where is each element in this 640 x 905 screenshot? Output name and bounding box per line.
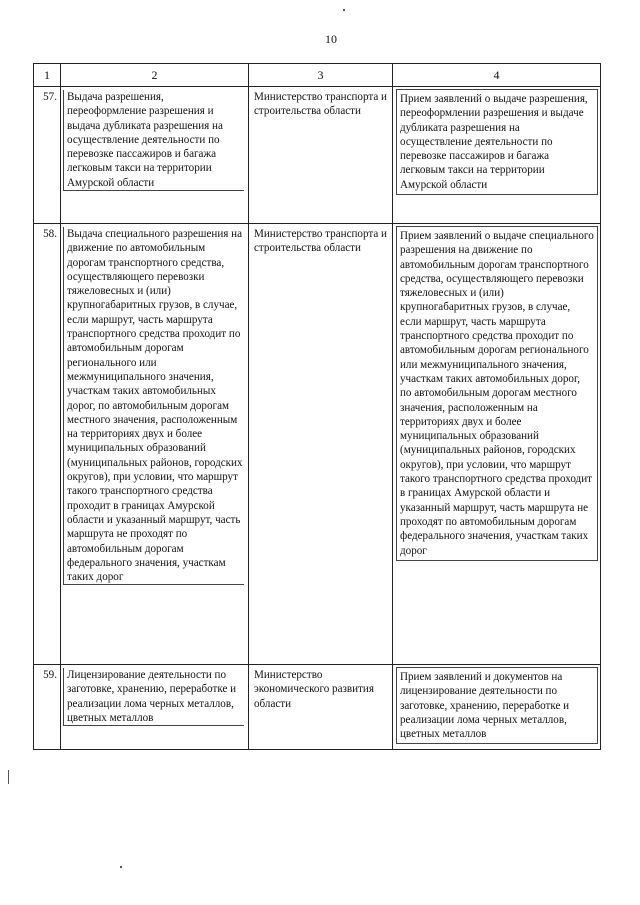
service-name: Лицензирование деятельности по заготовке, хранению, переработке и реализации лома черных металлов, цветных металлов <box>63 668 244 726</box>
row-number: 59. <box>34 665 61 750</box>
service-name: Выдача специального разрешения на движение по автомобильным дорогам транспортного средства, осуществляющего перевозки тяжеловесных и (или) крупногабаритных грузов, в случае, если маршрут, часть маршрута транспортного средства проходит по автомобильным дорогам регионального или межмуниципального значения, участкам таких автомобильных дорог, по автомобильным дорогам местного значения, расположенным на территориях двух и более муниципальных образований (муниципальных районов, городских округов), при условии, что маршрут такого транспортного средства проходит в границах Амурской области и указанный маршрут, часть маршрута не проходят по автомобильным дорогам федерального значения, участкам таких дорог <box>63 227 244 585</box>
service-name: Выдача разрешения, переоформление разрешения и выдача дубликата разрешения на осуществление деятельности по перевозке пассажиров и багажа легковым такси на территории Амурской области <box>63 90 244 191</box>
service-function: Прием заявлений о выдаче специального разрешения на движение по автомобильным дорогам транспортного средства, осуществляющего перевозки тяжеловесных и (или) крупногабаритных грузов, в случае, если маршрут, часть маршрута транспортного средства проходит по автомобильным дорогам регионального или межмуниципального значения, участкам таких автомобильных дорог, по автомобильным дорогам местного значения, расположенным на территориях двух и более муниципальных образований (муниципальных районов, городских округов), при условии, что маршрут такого транспортного средства проходит в границах Амурской области и указанный маршрут, часть маршрута не проходят по автомобильным дорогам федерального значения, участкам таких дорог <box>396 226 598 561</box>
responsible-authority: Министерство экономического развития области <box>249 665 393 750</box>
column-header-2: 2 <box>61 64 249 87</box>
responsible-authority: Министерство транспорта и строительства области <box>249 87 393 224</box>
page-number: 10 <box>325 32 337 46</box>
row-number: 57. <box>34 87 61 224</box>
responsible-authority: Министерство транспорта и строительства области <box>249 224 393 665</box>
scan-edge-mark <box>8 770 9 784</box>
column-header-3: 3 <box>249 64 393 87</box>
services-table <box>33 63 601 750</box>
service-function: Прием заявлений и документов на лицензирование деятельности по заготовке, хранению, переработке и реализации лома черных металлов, цветных металлов <box>396 667 598 744</box>
row-number: 58. <box>34 224 61 665</box>
table-row <box>34 224 601 665</box>
table-header-row <box>34 64 601 87</box>
column-header-4: 4 <box>393 64 601 87</box>
table-row <box>34 665 601 750</box>
table-row <box>34 87 601 224</box>
service-function: Прием заявлений о выдаче разрешения, переоформлении разрешения и выдаче дубликата разрешения на осуществление деятельности по перевозке пассажиров и багажа легковым такси на территории Амурской области <box>396 89 598 195</box>
column-header-1: 1 <box>34 64 61 87</box>
scan-speck <box>120 866 122 868</box>
scan-speck <box>343 9 345 11</box>
